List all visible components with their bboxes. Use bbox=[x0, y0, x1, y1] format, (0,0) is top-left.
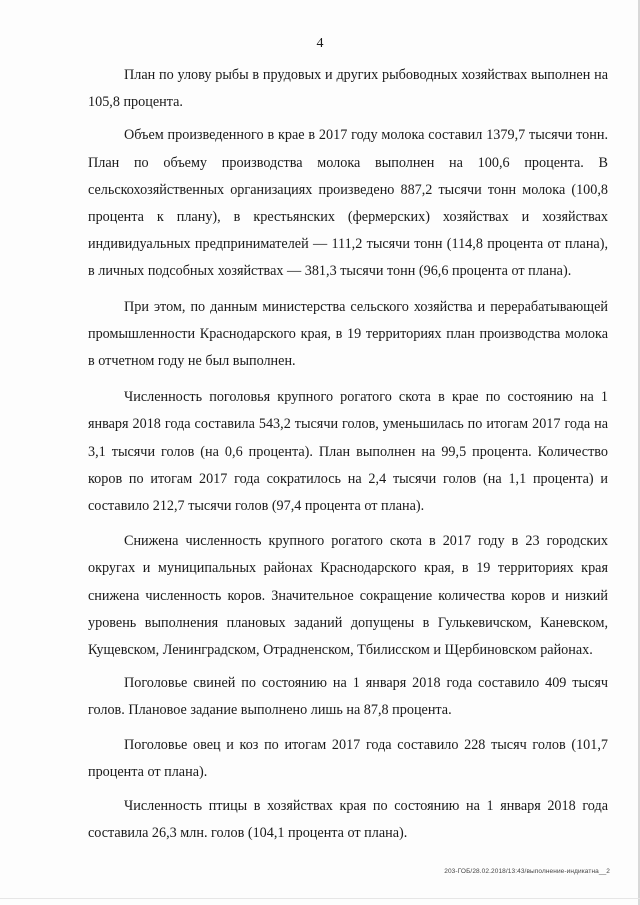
paragraph-milk-plan-territories: При этом, по данным министерства сельского хозяйства и перерабатывающей промышленности Краснодарского края, в 19 территориях план производства молока в отчетном году не был выполнен. bbox=[88, 298, 608, 370]
paragraph-sheep-goats: Поголовье овец и коз по итогам 2017 года составило 228 тысяч голов (101,7 процента от плана). bbox=[88, 736, 608, 780]
paragraph-milk-production: Объем произведенного в крае в 2017 году молока составил 1379,7 тысячи тонн. План по объему производства молока выполнен на 100,6 процента. В сельскохозяйственных организациях произведено 887,2 тысячи тонн молока (100,8 процента к плану), в крестьянских (фермерских) хозяйствах и хозяйствах индивидуальных предпринимателей — 111,2 тысячи тонн (114,8 процента от плана), в личных подсобных хозяйствах — 381,3 тысячи тонн (96,6 процента от плана). bbox=[88, 127, 608, 280]
paragraph-poultry: Численность птицы в хозяйствах края по состоянию на 1 января 2018 года составила 26,3 млн. голов (104,1 процента от плана). bbox=[88, 798, 608, 842]
page-number: 4 bbox=[316, 36, 324, 51]
paragraph-pigs: Поголовье свиней по состоянию на 1 января 2018 года составило 409 тысяч голов. Плановое задание выполнено лишь на 87,8 процента. bbox=[88, 675, 608, 719]
body-text bbox=[88, 62, 608, 853]
paragraph-cattle-livestock: Численность поголовья крупного рогатого скота в крае по состоянию на 1 января 2018 года составила 543,2 тысячи голов, уменьшилась по итогам 2017 года на 3,1 тысячи голов (на 0,6 процента). План выполнен на 99,5 процента. Количество коров по итогам 2017 года сократилось на 2,4 тысячи голов (на 1,1 процента) и составило 212,7 тысячи голов (97,4 процента от плана). bbox=[88, 389, 608, 515]
scan-bottom-line bbox=[0, 898, 640, 899]
paragraph-fish-catch: План по улову рыбы в прудовых и других рыбоводных хозяйствах выполнен на 105,8 процента. bbox=[88, 67, 608, 111]
paragraph-cattle-decrease: Снижена численность крупного рогатого скота в 2017 году в 23 городских округах и муниципальных районах Краснодарского края, в 19 территориях края снижена численность коров. Значительное сокращение количества коров и низкий уровень выполнения плановых заданий допущены в Гулькевичском, Каневском, Кущевском, Ленинградском, Отрадненском, Тбилисском и Щербиновском районах. bbox=[88, 533, 608, 659]
footer-file-reference: 203-ГОБ/28.02.2018/13:43/выполнение-индикатна__2 bbox=[444, 868, 610, 875]
